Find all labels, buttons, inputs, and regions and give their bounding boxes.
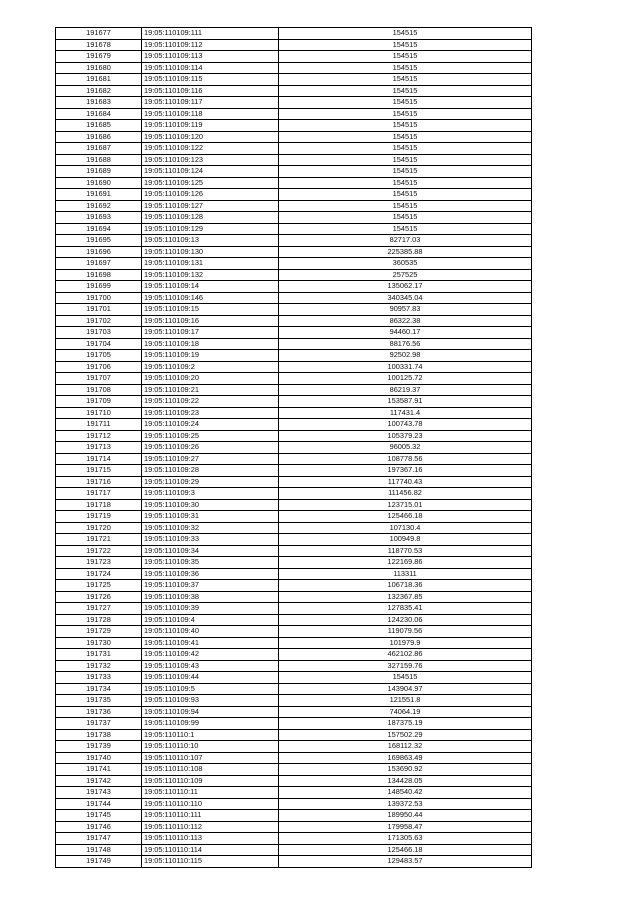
- table-row: [56, 695, 532, 707]
- value-cell: 340345.04: [279, 292, 532, 304]
- table-row: [56, 338, 532, 350]
- row-number-cell: 191746: [56, 821, 142, 833]
- table-row: [56, 626, 532, 638]
- table-row: [56, 212, 532, 224]
- cadastral-number-cell: 19:05:110109:131: [142, 258, 279, 270]
- row-number-cell: 191691: [56, 189, 142, 201]
- value-cell: 129483.57: [279, 856, 532, 868]
- table-row: [56, 810, 532, 822]
- value-cell: 100949.8: [279, 534, 532, 546]
- row-number-cell: 191708: [56, 384, 142, 396]
- value-cell: 169863.49: [279, 752, 532, 764]
- cadastral-number-cell: 19:05:110109:124: [142, 166, 279, 178]
- cadastral-number-cell: 19:05:110109:146: [142, 292, 279, 304]
- table-row: [56, 166, 532, 178]
- value-cell: 108778.56: [279, 453, 532, 465]
- cadastral-number-cell: 19:05:110109:111: [142, 28, 279, 40]
- data-table: [55, 27, 532, 868]
- value-cell: 154515: [279, 51, 532, 63]
- cadastral-number-cell: 19:05:110109:16: [142, 315, 279, 327]
- value-cell: 111456.82: [279, 488, 532, 500]
- row-number-cell: 191704: [56, 338, 142, 350]
- cadastral-number-cell: 19:05:110109:117: [142, 97, 279, 109]
- table-row: [56, 660, 532, 672]
- cadastral-number-cell: 19:05:110109:26: [142, 442, 279, 454]
- table-row: [56, 557, 532, 569]
- row-number-cell: 191732: [56, 660, 142, 672]
- row-number-cell: 191695: [56, 235, 142, 247]
- table-row: [56, 522, 532, 534]
- table-row: [56, 62, 532, 74]
- value-cell: 154515: [279, 143, 532, 155]
- value-cell: 74064.19: [279, 706, 532, 718]
- cadastral-number-cell: 19:05:110109:126: [142, 189, 279, 201]
- table-row: [56, 120, 532, 132]
- table-row: [56, 430, 532, 442]
- value-cell: 154515: [279, 85, 532, 97]
- value-cell: 154515: [279, 223, 532, 235]
- value-cell: 122169.86: [279, 557, 532, 569]
- table-row: [56, 672, 532, 684]
- cadastral-number-cell: 19:05:110109:129: [142, 223, 279, 235]
- table-row: [56, 683, 532, 695]
- value-cell: 143904.97: [279, 683, 532, 695]
- table-row: [56, 706, 532, 718]
- row-number-cell: 191738: [56, 729, 142, 741]
- value-cell: 123715.01: [279, 499, 532, 511]
- row-number-cell: 191745: [56, 810, 142, 822]
- row-number-cell: 191748: [56, 844, 142, 856]
- value-cell: 125466.18: [279, 844, 532, 856]
- value-cell: 117431.4: [279, 407, 532, 419]
- cadastral-number-cell: 19:05:110110:112: [142, 821, 279, 833]
- cadastral-number-cell: 19:05:110110:107: [142, 752, 279, 764]
- table-row: [56, 787, 532, 799]
- table-row: [56, 39, 532, 51]
- row-number-cell: 191740: [56, 752, 142, 764]
- row-number-cell: 191736: [56, 706, 142, 718]
- value-cell: 124230.06: [279, 614, 532, 626]
- row-number-cell: 191690: [56, 177, 142, 189]
- value-cell: 157502.29: [279, 729, 532, 741]
- cadastral-number-cell: 19:05:110109:33: [142, 534, 279, 546]
- table-row: [56, 304, 532, 316]
- row-number-cell: 191685: [56, 120, 142, 132]
- cadastral-number-cell: 19:05:110109:114: [142, 62, 279, 74]
- row-number-cell: 191678: [56, 39, 142, 51]
- value-cell: 154515: [279, 28, 532, 40]
- row-number-cell: 191741: [56, 764, 142, 776]
- value-cell: 154515: [279, 166, 532, 178]
- table-row: [56, 108, 532, 120]
- value-cell: 119079.56: [279, 626, 532, 638]
- cadastral-number-cell: 19:05:110109:125: [142, 177, 279, 189]
- row-number-cell: 191688: [56, 154, 142, 166]
- row-number-cell: 191682: [56, 85, 142, 97]
- table-row: [56, 545, 532, 557]
- row-number-cell: 191709: [56, 396, 142, 408]
- table-row: [56, 85, 532, 97]
- row-number-cell: 191679: [56, 51, 142, 63]
- cadastral-number-cell: 19:05:110110:108: [142, 764, 279, 776]
- row-number-cell: 191696: [56, 246, 142, 258]
- value-cell: 179958.47: [279, 821, 532, 833]
- row-number-cell: 191703: [56, 327, 142, 339]
- value-cell: 154515: [279, 120, 532, 132]
- table-row: [56, 258, 532, 270]
- value-cell: 154515: [279, 108, 532, 120]
- cadastral-number-cell: 19:05:110109:31: [142, 511, 279, 523]
- cadastral-number-cell: 19:05:110109:5: [142, 683, 279, 695]
- value-cell: 189950.44: [279, 810, 532, 822]
- cadastral-number-cell: 19:05:110110:109: [142, 775, 279, 787]
- cadastral-number-cell: 19:05:110110:115: [142, 856, 279, 868]
- row-number-cell: 191728: [56, 614, 142, 626]
- table-row: [56, 453, 532, 465]
- row-number-cell: 191683: [56, 97, 142, 109]
- table-row: [56, 281, 532, 293]
- table-row: [56, 775, 532, 787]
- table-row: [56, 143, 532, 155]
- table-row: [56, 729, 532, 741]
- cadastral-number-cell: 19:05:110109:19: [142, 350, 279, 362]
- value-cell: 132367.85: [279, 591, 532, 603]
- table-row: [56, 603, 532, 615]
- cadastral-number-cell: 19:05:110110:1: [142, 729, 279, 741]
- row-number-cell: 191699: [56, 281, 142, 293]
- cadastral-number-cell: 19:05:110109:36: [142, 568, 279, 580]
- value-cell: 171305.63: [279, 833, 532, 845]
- cadastral-number-cell: 19:05:110110:111: [142, 810, 279, 822]
- value-cell: 121551.8: [279, 695, 532, 707]
- value-cell: 327159.76: [279, 660, 532, 672]
- row-number-cell: 191706: [56, 361, 142, 373]
- table-row: [56, 465, 532, 477]
- table-row: [56, 200, 532, 212]
- table-row: [56, 269, 532, 281]
- row-number-cell: 191689: [56, 166, 142, 178]
- row-number-cell: 191701: [56, 304, 142, 316]
- row-number-cell: 191684: [56, 108, 142, 120]
- cadastral-number-cell: 19:05:110109:38: [142, 591, 279, 603]
- cadastral-number-cell: 19:05:110109:99: [142, 718, 279, 730]
- table-row: [56, 419, 532, 431]
- row-number-cell: 191713: [56, 442, 142, 454]
- table-row: [56, 649, 532, 661]
- row-number-cell: 191717: [56, 488, 142, 500]
- row-number-cell: 191702: [56, 315, 142, 327]
- cadastral-number-cell: 19:05:110109:13: [142, 235, 279, 247]
- table-row: [56, 28, 532, 40]
- value-cell: 153690.92: [279, 764, 532, 776]
- cadastral-number-cell: 19:05:110110:110: [142, 798, 279, 810]
- cadastral-number-cell: 19:05:110109:20: [142, 373, 279, 385]
- cadastral-number-cell: 19:05:110109:21: [142, 384, 279, 396]
- value-cell: 105379.23: [279, 430, 532, 442]
- row-number-cell: 191721: [56, 534, 142, 546]
- value-cell: 153587.91: [279, 396, 532, 408]
- row-number-cell: 191692: [56, 200, 142, 212]
- cadastral-number-cell: 19:05:110109:18: [142, 338, 279, 350]
- table-row: [56, 97, 532, 109]
- cadastral-number-cell: 19:05:110109:112: [142, 39, 279, 51]
- value-cell: 187375.19: [279, 718, 532, 730]
- value-cell: 154515: [279, 131, 532, 143]
- value-cell: 90957.83: [279, 304, 532, 316]
- cadastral-number-cell: 19:05:110109:2: [142, 361, 279, 373]
- cadastral-number-cell: 19:05:110110:10: [142, 741, 279, 753]
- value-cell: 154515: [279, 672, 532, 684]
- value-cell: 117740.43: [279, 476, 532, 488]
- value-cell: 113311: [279, 568, 532, 580]
- row-number-cell: 191681: [56, 74, 142, 86]
- row-number-cell: 191747: [56, 833, 142, 845]
- value-cell: 101979.9: [279, 637, 532, 649]
- row-number-cell: 191680: [56, 62, 142, 74]
- table-row: [56, 189, 532, 201]
- value-cell: 127835.41: [279, 603, 532, 615]
- table-row: [56, 442, 532, 454]
- data-table-container: [55, 27, 531, 868]
- value-cell: 154515: [279, 97, 532, 109]
- cadastral-number-cell: 19:05:110109:41: [142, 637, 279, 649]
- row-number-cell: 191686: [56, 131, 142, 143]
- table-row: [56, 154, 532, 166]
- table-row: [56, 361, 532, 373]
- table-row: [56, 384, 532, 396]
- value-cell: 154515: [279, 200, 532, 212]
- table-row: [56, 798, 532, 810]
- cadastral-number-cell: 19:05:110109:32: [142, 522, 279, 534]
- value-cell: 257525: [279, 269, 532, 281]
- value-cell: 100743.78: [279, 419, 532, 431]
- row-number-cell: 191707: [56, 373, 142, 385]
- value-cell: 100125.72: [279, 373, 532, 385]
- table-row: [56, 718, 532, 730]
- table-row: [56, 568, 532, 580]
- row-number-cell: 191719: [56, 511, 142, 523]
- value-cell: 154515: [279, 39, 532, 51]
- value-cell: 134428.05: [279, 775, 532, 787]
- value-cell: 225385.88: [279, 246, 532, 258]
- table-row: [56, 327, 532, 339]
- row-number-cell: 191744: [56, 798, 142, 810]
- cadastral-number-cell: 19:05:110109:119: [142, 120, 279, 132]
- cadastral-number-cell: 19:05:110109:132: [142, 269, 279, 281]
- table-row: [56, 591, 532, 603]
- table-row: [56, 499, 532, 511]
- cadastral-number-cell: 19:05:110109:120: [142, 131, 279, 143]
- cadastral-number-cell: 19:05:110109:28: [142, 465, 279, 477]
- cadastral-number-cell: 19:05:110109:34: [142, 545, 279, 557]
- value-cell: 82717.03: [279, 235, 532, 247]
- table-row: [56, 373, 532, 385]
- cadastral-number-cell: 19:05:110109:3: [142, 488, 279, 500]
- table-row: [56, 833, 532, 845]
- row-number-cell: 191726: [56, 591, 142, 603]
- value-cell: 86219.37: [279, 384, 532, 396]
- table-row: [56, 396, 532, 408]
- value-cell: 92502.98: [279, 350, 532, 362]
- table-row: [56, 580, 532, 592]
- row-number-cell: 191714: [56, 453, 142, 465]
- value-cell: 139372.53: [279, 798, 532, 810]
- cadastral-number-cell: 19:05:110109:35: [142, 557, 279, 569]
- cadastral-number-cell: 19:05:110109:113: [142, 51, 279, 63]
- value-cell: 154515: [279, 62, 532, 74]
- table-row: [56, 223, 532, 235]
- row-number-cell: 191743: [56, 787, 142, 799]
- table-row: [56, 177, 532, 189]
- row-number-cell: 191725: [56, 580, 142, 592]
- cadastral-number-cell: 19:05:110109:17: [142, 327, 279, 339]
- value-cell: 154515: [279, 212, 532, 224]
- cadastral-number-cell: 19:05:110109:93: [142, 695, 279, 707]
- value-cell: 168112.32: [279, 741, 532, 753]
- cadastral-number-cell: 19:05:110109:15: [142, 304, 279, 316]
- cadastral-number-cell: 19:05:110109:94: [142, 706, 279, 718]
- value-cell: 360535: [279, 258, 532, 270]
- cadastral-number-cell: 19:05:110110:114: [142, 844, 279, 856]
- cadastral-number-cell: 19:05:110110:11: [142, 787, 279, 799]
- cadastral-number-cell: 19:05:110109:14: [142, 281, 279, 293]
- table-row: [56, 764, 532, 776]
- row-number-cell: 191733: [56, 672, 142, 684]
- cadastral-number-cell: 19:05:110109:122: [142, 143, 279, 155]
- value-cell: 118770.53: [279, 545, 532, 557]
- row-number-cell: 191723: [56, 557, 142, 569]
- row-number-cell: 191693: [56, 212, 142, 224]
- row-number-cell: 191724: [56, 568, 142, 580]
- cadastral-number-cell: 19:05:110109:24: [142, 419, 279, 431]
- row-number-cell: 191711: [56, 419, 142, 431]
- cadastral-number-cell: 19:05:110109:29: [142, 476, 279, 488]
- cadastral-number-cell: 19:05:110109:130: [142, 246, 279, 258]
- cadastral-number-cell: 19:05:110109:44: [142, 672, 279, 684]
- table-row: [56, 534, 532, 546]
- value-cell: 197367.16: [279, 465, 532, 477]
- value-cell: 135062.17: [279, 281, 532, 293]
- row-number-cell: 191700: [56, 292, 142, 304]
- row-number-cell: 191694: [56, 223, 142, 235]
- value-cell: 94460.17: [279, 327, 532, 339]
- table-row: [56, 74, 532, 86]
- table-row: [56, 844, 532, 856]
- row-number-cell: 191742: [56, 775, 142, 787]
- cadastral-number-cell: 19:05:110109:123: [142, 154, 279, 166]
- table-row: [56, 856, 532, 868]
- value-cell: 88176.56: [279, 338, 532, 350]
- table-row: [56, 51, 532, 63]
- cadastral-number-cell: 19:05:110109:43: [142, 660, 279, 672]
- table-row: [56, 315, 532, 327]
- value-cell: 154515: [279, 154, 532, 166]
- table-row: [56, 235, 532, 247]
- row-number-cell: 191737: [56, 718, 142, 730]
- cadastral-number-cell: 19:05:110109:127: [142, 200, 279, 212]
- row-number-cell: 191722: [56, 545, 142, 557]
- cadastral-number-cell: 19:05:110109:115: [142, 74, 279, 86]
- table-row: [56, 614, 532, 626]
- row-number-cell: 191697: [56, 258, 142, 270]
- cadastral-number-cell: 19:05:110109:30: [142, 499, 279, 511]
- row-number-cell: 191698: [56, 269, 142, 281]
- cadastral-number-cell: 19:05:110109:40: [142, 626, 279, 638]
- cadastral-number-cell: 19:05:110109:116: [142, 85, 279, 97]
- row-number-cell: 191718: [56, 499, 142, 511]
- table-row: [56, 488, 532, 500]
- row-number-cell: 191705: [56, 350, 142, 362]
- row-number-cell: 191730: [56, 637, 142, 649]
- value-cell: 106718.36: [279, 580, 532, 592]
- table-row: [56, 292, 532, 304]
- cadastral-number-cell: 19:05:110109:25: [142, 430, 279, 442]
- table-row: [56, 752, 532, 764]
- cadastral-number-cell: 19:05:110109:128: [142, 212, 279, 224]
- row-number-cell: 191687: [56, 143, 142, 155]
- cadastral-number-cell: 19:05:110109:39: [142, 603, 279, 615]
- table-body: [56, 28, 532, 868]
- table-row: [56, 821, 532, 833]
- row-number-cell: 191720: [56, 522, 142, 534]
- table-row: [56, 511, 532, 523]
- row-number-cell: 191731: [56, 649, 142, 661]
- row-number-cell: 191710: [56, 407, 142, 419]
- table-row: [56, 131, 532, 143]
- cadastral-number-cell: 19:05:110109:4: [142, 614, 279, 626]
- row-number-cell: 191712: [56, 430, 142, 442]
- cadastral-number-cell: 19:05:110109:42: [142, 649, 279, 661]
- table-row: [56, 741, 532, 753]
- value-cell: 462102.86: [279, 649, 532, 661]
- table-row: [56, 407, 532, 419]
- value-cell: 125466.18: [279, 511, 532, 523]
- table-row: [56, 637, 532, 649]
- cadastral-number-cell: 19:05:110109:23: [142, 407, 279, 419]
- cadastral-number-cell: 19:05:110109:27: [142, 453, 279, 465]
- cadastral-number-cell: 19:05:110109:118: [142, 108, 279, 120]
- value-cell: 154515: [279, 74, 532, 86]
- cadastral-number-cell: 19:05:110110:113: [142, 833, 279, 845]
- value-cell: 154515: [279, 177, 532, 189]
- row-number-cell: 191715: [56, 465, 142, 477]
- table-row: [56, 350, 532, 362]
- value-cell: 107130.4: [279, 522, 532, 534]
- value-cell: 86322.38: [279, 315, 532, 327]
- row-number-cell: 191734: [56, 683, 142, 695]
- row-number-cell: 191677: [56, 28, 142, 40]
- row-number-cell: 191739: [56, 741, 142, 753]
- row-number-cell: 191729: [56, 626, 142, 638]
- row-number-cell: 191716: [56, 476, 142, 488]
- value-cell: 154515: [279, 189, 532, 201]
- row-number-cell: 191727: [56, 603, 142, 615]
- value-cell: 100331.74: [279, 361, 532, 373]
- table-row: [56, 476, 532, 488]
- value-cell: 96005.32: [279, 442, 532, 454]
- value-cell: 148540.42: [279, 787, 532, 799]
- row-number-cell: 191735: [56, 695, 142, 707]
- cadastral-number-cell: 19:05:110109:37: [142, 580, 279, 592]
- row-number-cell: 191749: [56, 856, 142, 868]
- cadastral-number-cell: 19:05:110109:22: [142, 396, 279, 408]
- table-row: [56, 246, 532, 258]
